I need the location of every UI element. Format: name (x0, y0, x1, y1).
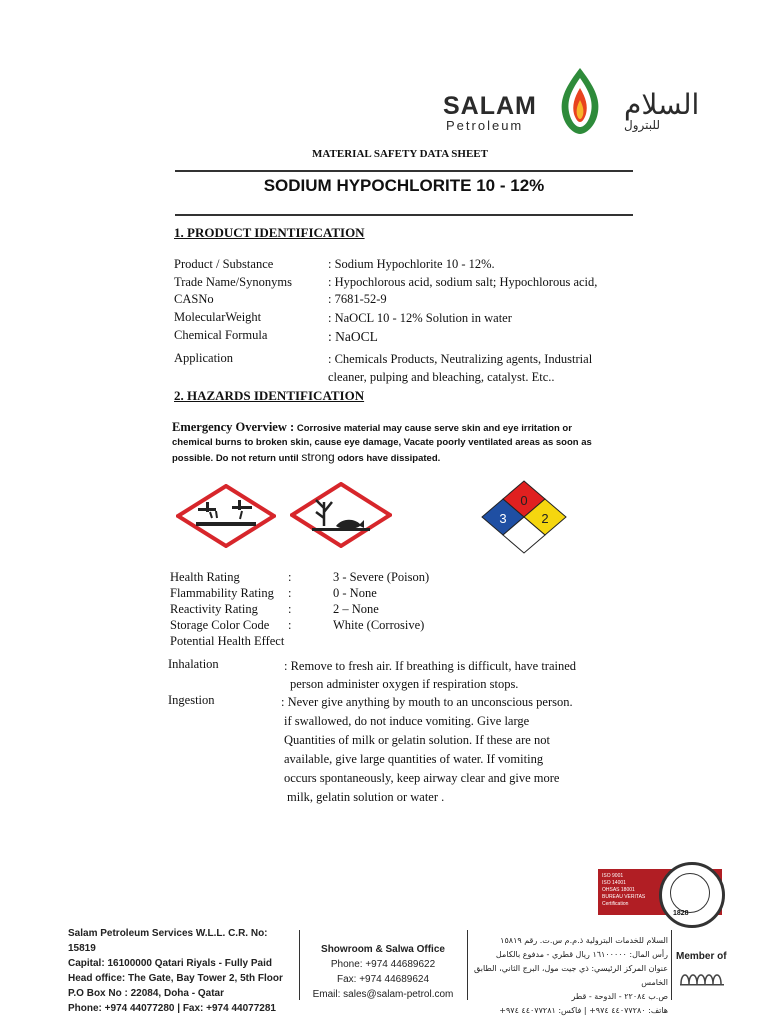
cert-line: Certification (602, 901, 629, 907)
emergency-overview-label: Emergency Overview : (172, 420, 295, 434)
effect-text: : Never give anything by mouth to an unconscious person. (281, 695, 573, 709)
section-heading-hazards-identification: 2. HAZARDS IDENTIFICATION (174, 388, 365, 403)
logo-subtext-en: Petroleum (446, 118, 524, 133)
logo-subtext-ar: للبترول (624, 118, 661, 132)
rating-sep: : (288, 570, 292, 584)
effect-text: if swallowed, do not induce vomiting. Give large (284, 714, 530, 728)
emergency-overview (172, 420, 592, 466)
footer-company-info (68, 926, 294, 1016)
footer-arabic-line: هاتف: ٤٤٠٧٧٢٨٠ ٩٧٤+ | فاكس: ٤٤٠٧٧٢٨١ ٩٧٤+ (499, 1006, 668, 1015)
footer-divider (299, 930, 300, 1000)
rating-sep: : (288, 586, 292, 600)
cert-line: ISO 14001 (602, 880, 626, 886)
rating-value: 0 - None (333, 586, 377, 600)
emergency-overview-text-end: odors have dissipated. (337, 453, 441, 464)
field-value: : NaOCL (328, 329, 378, 344)
rating-sep: : (288, 602, 292, 616)
rating-value: 2 – None (333, 602, 379, 616)
logo-text-ar: السلام (624, 88, 700, 121)
divider (175, 170, 633, 172)
effect-label-ingestion: Ingestion (168, 693, 215, 707)
footer-showroom-info (303, 942, 463, 1002)
product-title: SODIUM HYPOCHLORITE 10 - 12% (263, 176, 545, 195)
footer-divider (671, 930, 672, 1000)
footer-company-line: Phone: +974 44077280 | Fax: +974 44077281 (68, 1003, 276, 1014)
footer-arabic-line: السلام للخدمات البترولية ذ.م.م س.ت. رقم ١٥٨١٩ (500, 936, 668, 945)
cert-line: OHSAS 18001 (602, 887, 635, 893)
effect-text: occurs spontaneously, keep airway clear and give more (284, 771, 560, 785)
field-value: : 7681-52-9 (328, 292, 387, 306)
effect-text: : Remove to fresh air. If breathing is difficult, have trained (284, 659, 577, 673)
emergency-overview-text: Corrosive material may cause serve skin and eye irritation or chemical burns to broken skin, cause eye damage, Vacate poorly ventilated areas as soon as possible. Do not return until (172, 423, 592, 464)
footer-arabic-info (470, 934, 668, 1018)
effect-text: person administer oxygen if respiration stops. (290, 677, 519, 691)
footer-arabic-line: ص.ب ٢٢٠٨٤ - الدوحة - قطر (571, 992, 668, 1001)
rating-label: Potential Health Effect (170, 634, 285, 648)
field-label: Chemical Formula (174, 328, 268, 342)
footer-arabic-line: رأس المال: ١٦١٠٠٠٠٠ ريال قطري - مدفوع بالكامل (495, 950, 668, 959)
flame-logo-icon (556, 64, 604, 136)
footer-company-line: Capital: 16100000 Qatari Riyals - Fully Paid (68, 958, 272, 969)
effect-label-inhalation: Inhalation (168, 657, 219, 671)
rating-label: Health Rating (170, 570, 240, 584)
nfpa-health: 3 (499, 511, 507, 526)
rating-label: Flammability Rating (170, 586, 274, 600)
effect-text: milk, gelatin solution or water . (287, 790, 445, 804)
nfpa-flammability: 0 (520, 493, 528, 508)
nfpa-diamond-icon (478, 480, 570, 554)
field-label: MolecularWeight (174, 310, 262, 324)
section-heading-product-identification: 1. PRODUCT IDENTIFICATION (174, 225, 365, 240)
field-label: Product / Substance (174, 257, 274, 271)
footer-showroom-phone: Phone: +974 44689622 (330, 959, 436, 970)
bureau-veritas-seal-icon (659, 862, 725, 928)
field-value: cleaner, pulping and bleaching, catalyst. Etc.. (328, 370, 555, 384)
member-of-label: Member of (676, 951, 727, 962)
cert-line: BUREAU VERITAS (602, 894, 646, 900)
footer-arabic-line: عنوان المركز الرئيسي: ذي جيت مول، البرج الثاني، الطابق الخامس (474, 964, 668, 987)
field-label: Application (174, 351, 234, 365)
cert-line: ISO 9001 (602, 873, 624, 879)
document-type: MATERIAL SAFETY DATA SHEET (312, 148, 488, 160)
logo-text-en: SALAM (443, 92, 537, 120)
bv-seal-year: 1828 (673, 910, 689, 917)
footer-showroom-fax: Fax: +974 44689624 (336, 974, 430, 985)
rating-label: Reactivity Rating (170, 602, 258, 616)
field-value: : Chemicals Products, Neutralizing agents, Industrial (328, 352, 593, 366)
ghs-environment-icon (290, 482, 392, 548)
field-value: : Hypochlorous acid, sodium salt; Hypochlorous acid, (328, 275, 598, 289)
field-value: : Sodium Hypochlorite 10 - 12%. (328, 257, 495, 271)
divider (175, 214, 633, 216)
member-association-logo-icon (678, 966, 728, 988)
nfpa-reactivity: 2 (541, 511, 549, 526)
footer-company-line: P.O Box No : 22084, Doha - Qatar (68, 988, 224, 999)
rating-label: Storage Color Code (170, 618, 270, 632)
effect-text: available, give large quantities of water. If vomiting (284, 752, 544, 766)
footer-divider (467, 930, 468, 1000)
emergency-overview-strong: strong (301, 450, 335, 464)
footer-showroom-email: Email: sales@salam-petrol.com (312, 989, 454, 1000)
footer-showroom-title: Showroom & Salwa Office (321, 944, 445, 955)
field-label: CASNo (174, 292, 214, 306)
rating-sep: : (288, 618, 292, 632)
rating-value: 3 - Severe (Poison) (333, 570, 430, 584)
footer-company-line: Salam Petroleum Services W.L.L. C.R. No: 15819 (68, 928, 268, 954)
field-value: : NaOCL 10 - 12% Solution in water (328, 311, 512, 325)
effect-text: Quantities of milk or gelatin solution. If these are not (284, 733, 550, 747)
ghs-corrosive-icon (176, 484, 276, 548)
field-label: Trade Name/Synonyms (174, 275, 292, 289)
footer-company-line: Head office: The Gate, Bay Tower 2, 5th Floor (68, 973, 283, 984)
rating-value: White (Corrosive) (333, 618, 425, 632)
